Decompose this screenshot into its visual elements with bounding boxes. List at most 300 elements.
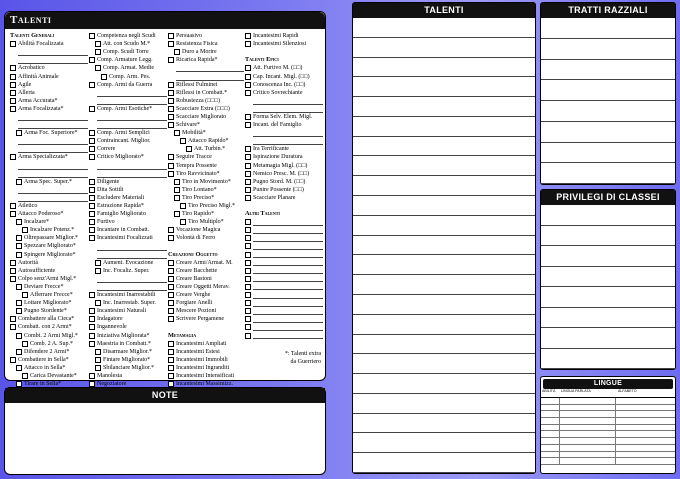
talent-checkbox[interactable]: [168, 260, 174, 266]
talent-label: Disarmare Miglior.*: [103, 348, 152, 355]
talent-checkbox[interactable]: [10, 74, 16, 80]
lingue-row[interactable]: [541, 411, 675, 418]
write-line[interactable]: [353, 38, 535, 58]
custom-talent-line[interactable]: [253, 275, 323, 282]
write-line[interactable]: [97, 97, 167, 105]
talent-checkbox[interactable]: [168, 284, 174, 290]
talent-checkbox[interactable]: [186, 146, 192, 152]
talent-label: Combt. 2 Armi Migl.*: [24, 332, 78, 339]
talent-checkbox[interactable]: [89, 324, 95, 330]
lingue-rows[interactable]: [541, 398, 675, 465]
talent-item: [10, 242, 88, 250]
talent-checkbox[interactable]: [89, 130, 95, 136]
lingue-row[interactable]: [541, 418, 675, 425]
talent-checkbox[interactable]: [95, 260, 101, 266]
talent-checkbox[interactable]: [168, 235, 174, 241]
talent-item: [10, 340, 88, 348]
write-line[interactable]: [353, 58, 535, 78]
talent-item: [10, 72, 88, 80]
talent-checkbox[interactable]: [95, 300, 101, 306]
custom-talent-line[interactable]: [253, 316, 323, 323]
talent-item: [89, 340, 167, 348]
talent-checkbox[interactable]: [180, 219, 186, 225]
talent-checkbox[interactable]: [168, 171, 174, 177]
talent-label: Critico Migliorato*: [97, 154, 144, 161]
write-line[interactable]: [18, 162, 88, 170]
talent-checkbox[interactable]: [168, 154, 174, 160]
talent-checkbox[interactable]: [245, 252, 251, 258]
talent-item: [168, 153, 244, 161]
talenti-list-header: TALENTI: [353, 3, 535, 18]
talent-checkbox[interactable]: [95, 268, 101, 274]
write-line[interactable]: [176, 72, 244, 80]
talent-label: Acrobatico: [18, 65, 45, 72]
custom-talent-line[interactable]: [253, 227, 323, 234]
talent-label: Negoziatore: [97, 381, 127, 388]
write-line[interactable]: [18, 194, 88, 202]
talent-label: Arma Spec. Super.*: [24, 178, 72, 185]
custom-talent-line[interactable]: [253, 219, 323, 226]
talent-checkbox[interactable]: [89, 227, 95, 233]
section-heading-label: Creazione Oggetto: [168, 250, 218, 258]
talent-checkbox[interactable]: [168, 268, 174, 274]
write-line[interactable]: [541, 287, 675, 308]
note-header: NOTE: [5, 388, 325, 403]
talenti-lines[interactable]: [353, 18, 535, 473]
write-line[interactable]: [97, 242, 167, 250]
talent-checkbox[interactable]: [168, 57, 174, 63]
write-line[interactable]: [353, 374, 535, 394]
talent-checkbox[interactable]: [95, 41, 101, 47]
talent-label: Creare Bacchette: [176, 267, 218, 274]
talent-item: [89, 178, 167, 186]
talent-checkbox[interactable]: [16, 300, 22, 306]
talent-checkbox[interactable]: [168, 300, 174, 306]
lingue-row[interactable]: [541, 438, 675, 445]
talent-checkbox[interactable]: [245, 65, 251, 71]
talent-checkbox[interactable]: [10, 324, 16, 330]
talent-checkbox[interactable]: [10, 203, 16, 209]
talent-checkbox[interactable]: [174, 195, 180, 201]
talent-checkbox[interactable]: [16, 349, 22, 355]
talent-checkbox[interactable]: [89, 138, 95, 144]
talent-item: [168, 202, 244, 210]
talent-checkbox[interactable]: [245, 146, 251, 152]
write-line[interactable]: [18, 121, 88, 129]
talent-checkbox[interactable]: [180, 203, 186, 209]
write-line[interactable]: [353, 414, 535, 434]
talent-checkbox[interactable]: [245, 90, 251, 96]
write-line[interactable]: [541, 39, 675, 60]
talent-checkbox[interactable]: [16, 308, 22, 314]
custom-talent-line[interactable]: [253, 324, 323, 331]
write-line[interactable]: [353, 275, 535, 295]
talent-checkbox[interactable]: [174, 130, 180, 136]
talent-checkbox[interactable]: [16, 179, 22, 185]
talent-checkbox[interactable]: [168, 292, 174, 298]
talent-item: [89, 64, 167, 72]
write-line[interactable]: [353, 156, 535, 176]
write-line[interactable]: [353, 315, 535, 335]
custom-talent-row: [245, 218, 323, 226]
talent-label: Resistenza Fisica: [176, 41, 218, 48]
talent-checkbox[interactable]: [22, 292, 28, 298]
note-area[interactable]: [5, 403, 325, 474]
talent-item: [168, 170, 244, 178]
talent-checkbox[interactable]: [95, 349, 101, 355]
talent-checkbox[interactable]: [245, 333, 251, 339]
talent-checkbox[interactable]: [245, 260, 251, 266]
write-line[interactable]: [97, 251, 167, 259]
write-line[interactable]: [353, 137, 535, 157]
talent-label: Colpo senz'Armi Migl.*: [18, 275, 77, 282]
write-line[interactable]: [541, 226, 675, 247]
talent-checkbox[interactable]: [89, 292, 95, 298]
talent-label: Nemico Presc. M. (□□): [253, 170, 310, 177]
talent-label: Incantesimi Ingranditi: [176, 364, 230, 371]
lingue-row[interactable]: [541, 452, 675, 459]
talent-checkbox[interactable]: [245, 308, 251, 314]
write-line[interactable]: [18, 186, 88, 194]
talent-checkbox[interactable]: [10, 90, 16, 96]
section-heading: [168, 251, 244, 259]
talent-checkbox[interactable]: [168, 106, 174, 112]
talent-checkbox[interactable]: [10, 211, 16, 217]
talent-checkbox[interactable]: [168, 357, 174, 363]
talent-item: [168, 32, 244, 40]
talent-item: [10, 129, 88, 137]
talent-checkbox[interactable]: [168, 365, 174, 371]
talent-item: [89, 372, 167, 380]
talent-checkbox[interactable]: [168, 98, 174, 104]
write-line[interactable]: [541, 60, 675, 81]
talent-checkbox[interactable]: [168, 341, 174, 347]
write-line[interactable]: [541, 18, 675, 39]
talent-checkbox[interactable]: [10, 268, 16, 274]
talent-checkbox[interactable]: [89, 179, 95, 185]
section-heading: [245, 210, 323, 218]
custom-talent-line[interactable]: [253, 235, 323, 242]
talent-checkbox[interactable]: [245, 171, 251, 177]
write-line[interactable]: [353, 216, 535, 236]
talent-item: [10, 89, 88, 97]
talent-item: [168, 226, 244, 234]
talent-item: [245, 121, 323, 129]
write-line[interactable]: [18, 113, 88, 121]
write-line[interactable]: [541, 308, 675, 329]
talent-checkbox[interactable]: [168, 163, 174, 169]
write-line[interactable]: [353, 117, 535, 137]
custom-talent-line[interactable]: [253, 251, 323, 258]
talent-checkbox[interactable]: [89, 316, 95, 322]
write-line[interactable]: [253, 97, 323, 105]
talent-checkbox[interactable]: [245, 284, 251, 290]
talent-label: Ricarica Rapida*: [176, 57, 218, 64]
talent-item: [10, 283, 88, 291]
talent-checkbox[interactable]: [245, 268, 251, 274]
talent-checkbox[interactable]: [168, 82, 174, 88]
talent-checkbox[interactable]: [95, 65, 101, 71]
write-line[interactable]: [541, 246, 675, 267]
write-line[interactable]: [353, 354, 535, 374]
talent-checkbox[interactable]: [95, 365, 101, 371]
talent-item: [168, 234, 244, 242]
talent-checkbox[interactable]: [168, 41, 174, 47]
talent-checkbox[interactable]: [245, 227, 251, 233]
talent-label: Autosufficiente: [18, 267, 56, 274]
talent-checkbox[interactable]: [245, 292, 251, 298]
talent-item: [245, 170, 323, 178]
lingue-row[interactable]: [541, 445, 675, 452]
write-line[interactable]: [541, 80, 675, 101]
talent-checkbox[interactable]: [89, 211, 95, 217]
talent-checkbox[interactable]: [168, 308, 174, 314]
talent-item: [10, 40, 88, 48]
talent-checkbox[interactable]: [89, 106, 95, 112]
talent-checkbox[interactable]: [22, 227, 28, 233]
talent-label: Pugno Stord. M. (□□): [253, 178, 306, 185]
talent-checkbox[interactable]: [89, 308, 95, 314]
write-line[interactable]: [97, 275, 167, 283]
talent-checkbox[interactable]: [245, 324, 251, 330]
talent-checkbox[interactable]: [89, 187, 95, 193]
talent-checkbox[interactable]: [168, 122, 174, 128]
talent-checkbox[interactable]: [89, 57, 95, 63]
write-line[interactable]: [541, 328, 675, 349]
write-line[interactable]: [18, 170, 88, 178]
write-line[interactable]: [253, 137, 323, 145]
talent-checkbox[interactable]: [16, 284, 22, 290]
talent-checkbox[interactable]: [174, 211, 180, 217]
talent-checkbox[interactable]: [245, 74, 251, 80]
talent-item: [245, 40, 323, 48]
write-line[interactable]: [18, 48, 88, 56]
write-line[interactable]: [353, 18, 535, 38]
write-line[interactable]: [353, 97, 535, 117]
talent-checkbox[interactable]: [245, 276, 251, 282]
tratti-lines[interactable]: [541, 18, 675, 184]
talent-checkbox[interactable]: [10, 106, 16, 112]
talent-checkbox[interactable]: [168, 90, 174, 96]
spacer: [168, 242, 244, 250]
talent-checkbox[interactable]: [89, 195, 95, 201]
talent-checkbox[interactable]: [245, 41, 251, 47]
write-line[interactable]: [541, 143, 675, 164]
talent-checkbox[interactable]: [245, 187, 251, 193]
talent-checkbox[interactable]: [89, 235, 95, 241]
talent-item: [168, 315, 244, 323]
custom-talent-line[interactable]: [253, 267, 323, 274]
lingue-row[interactable]: [541, 431, 675, 438]
write-line[interactable]: [353, 196, 535, 216]
talent-item: [10, 81, 88, 89]
talent-item: [10, 226, 88, 234]
talent-checkbox[interactable]: [89, 341, 95, 347]
talent-item: [89, 186, 167, 194]
write-line[interactable]: [253, 105, 323, 113]
talent-checkbox[interactable]: [245, 316, 251, 322]
talent-checkbox[interactable]: [245, 300, 251, 306]
talent-checkbox[interactable]: [89, 154, 95, 160]
custom-talent-row: [245, 259, 323, 267]
talent-label: Contraincant. Miglior.: [97, 138, 151, 145]
talent-item: [89, 259, 167, 267]
talent-checkbox[interactable]: [245, 82, 251, 88]
write-line[interactable]: [353, 394, 535, 414]
write-line[interactable]: [18, 56, 88, 64]
write-line[interactable]: [541, 205, 675, 226]
write-line[interactable]: [353, 176, 535, 196]
spacer: [168, 323, 244, 331]
write-line[interactable]: [97, 89, 167, 97]
talent-label: Diligente: [97, 178, 120, 185]
talent-checkbox[interactable]: [245, 235, 251, 241]
talent-checkbox[interactable]: [174, 49, 180, 55]
talent-checkbox[interactable]: [168, 227, 174, 233]
write-line[interactable]: [353, 335, 535, 355]
write-line[interactable]: [541, 349, 675, 370]
lingue-row[interactable]: [541, 398, 675, 405]
talent-checkbox[interactable]: [89, 333, 95, 339]
write-line[interactable]: [541, 122, 675, 143]
talent-checkbox[interactable]: [245, 114, 251, 120]
talent-checkbox[interactable]: [16, 243, 22, 249]
talent-checkbox[interactable]: [10, 154, 16, 160]
talent-checkbox[interactable]: [168, 373, 174, 379]
talent-checkbox[interactable]: [245, 154, 251, 160]
lingue-row[interactable]: [541, 425, 675, 432]
footnote-line-1: *: Talenti extra: [284, 351, 321, 357]
talent-item: [10, 105, 88, 113]
talent-label: Attacco Poderoso*: [18, 211, 64, 218]
talent-item: [10, 234, 88, 242]
write-line[interactable]: [541, 267, 675, 288]
talent-checkbox[interactable]: [10, 41, 16, 47]
talent-checkbox[interactable]: [89, 203, 95, 209]
talent-checkbox[interactable]: [168, 276, 174, 282]
talent-checkbox[interactable]: [101, 74, 107, 80]
talent-label: Vocazione Magica: [176, 227, 221, 234]
custom-talent-line[interactable]: [253, 283, 323, 290]
talent-label: Forgiare Anelli: [176, 300, 213, 307]
write-line[interactable]: [253, 129, 323, 137]
talent-checkbox[interactable]: [22, 373, 28, 379]
talent-checkbox[interactable]: [10, 316, 16, 322]
talent-checkbox[interactable]: [245, 219, 251, 225]
talenti-title: Talenti: [10, 14, 52, 26]
write-line[interactable]: [541, 163, 675, 184]
talent-checkbox[interactable]: [16, 130, 22, 136]
write-line[interactable]: [97, 121, 167, 129]
talent-checkbox[interactable]: [245, 243, 251, 249]
talent-item: [10, 331, 88, 339]
talent-checkbox[interactable]: [22, 341, 28, 347]
write-line[interactable]: [176, 64, 244, 72]
talent-checkbox[interactable]: [10, 357, 16, 363]
write-line[interactable]: [18, 137, 88, 145]
talent-checkbox[interactable]: [168, 114, 174, 120]
talent-checkbox[interactable]: [16, 252, 22, 258]
talent-checkbox[interactable]: [95, 49, 101, 55]
lingue-row[interactable]: [541, 458, 675, 465]
write-line[interactable]: [541, 101, 675, 122]
talent-item: [245, 145, 323, 153]
lingue-row[interactable]: [541, 405, 675, 412]
write-line[interactable]: [353, 236, 535, 256]
talent-checkbox[interactable]: [16, 365, 22, 371]
talent-checkbox[interactable]: [245, 179, 251, 185]
talent-checkbox[interactable]: [95, 357, 101, 363]
privilegi-lines[interactable]: [541, 205, 675, 369]
write-line[interactable]: [353, 295, 535, 315]
write-line[interactable]: [97, 113, 167, 121]
talent-checkbox[interactable]: [89, 146, 95, 152]
custom-talent-line[interactable]: [253, 332, 323, 339]
talent-checkbox[interactable]: [245, 163, 251, 169]
talent-checkbox[interactable]: [89, 373, 95, 379]
talent-checkbox[interactable]: [10, 260, 16, 266]
talent-checkbox[interactable]: [245, 33, 251, 39]
talent-label: Comp. Armature Legg.: [97, 57, 153, 64]
talent-checkbox[interactable]: [10, 82, 16, 88]
custom-talent-line[interactable]: [253, 292, 323, 299]
talent-checkbox[interactable]: [180, 138, 186, 144]
write-line[interactable]: [97, 162, 167, 170]
talent-checkbox[interactable]: [174, 179, 180, 185]
talent-checkbox[interactable]: [174, 187, 180, 193]
footnote-line-2: da Guerriero: [290, 359, 321, 365]
talent-item: [10, 202, 88, 210]
talent-label: Persuasivo: [176, 33, 202, 40]
talent-checkbox[interactable]: [89, 82, 95, 88]
talent-label: Forma Selv. Elem. Migl.: [253, 113, 313, 120]
talent-label: Incantesimi Focalizzati: [97, 235, 153, 242]
talent-checkbox[interactable]: [16, 235, 22, 241]
write-line[interactable]: [97, 283, 167, 291]
talent-item: [89, 364, 167, 372]
talent-checkbox[interactable]: [16, 333, 22, 339]
talent-checkbox[interactable]: [10, 276, 16, 282]
talent-label: Incantesimi Rapidi: [253, 33, 299, 40]
custom-talent-line[interactable]: [253, 300, 323, 307]
talent-label: Atletico: [18, 203, 38, 210]
write-line[interactable]: [353, 255, 535, 275]
talent-item: [10, 372, 88, 380]
talent-item: [168, 210, 244, 218]
talent-checkbox[interactable]: [16, 219, 22, 225]
write-line[interactable]: [353, 77, 535, 97]
write-line[interactable]: [353, 453, 535, 473]
talent-checkbox[interactable]: [245, 122, 251, 128]
write-line[interactable]: [97, 170, 167, 178]
talent-checkbox[interactable]: [10, 65, 16, 71]
talent-checkbox[interactable]: [168, 349, 174, 355]
talent-label: Pugno Stordente*: [24, 308, 67, 315]
talent-checkbox[interactable]: [89, 33, 95, 39]
talent-checkbox[interactable]: [10, 98, 16, 104]
custom-talent-line[interactable]: [253, 308, 323, 315]
talent-checkbox[interactable]: [245, 195, 251, 201]
write-line[interactable]: [353, 433, 535, 453]
custom-talent-line[interactable]: [253, 259, 323, 266]
talent-checkbox[interactable]: [89, 219, 95, 225]
talent-checkbox[interactable]: [168, 33, 174, 39]
talent-item: [10, 267, 88, 275]
custom-talent-line[interactable]: [253, 243, 323, 250]
talent-checkbox[interactable]: [168, 316, 174, 322]
talent-label: Spezzare Migliorato*: [24, 243, 76, 250]
write-line[interactable]: [18, 145, 88, 153]
